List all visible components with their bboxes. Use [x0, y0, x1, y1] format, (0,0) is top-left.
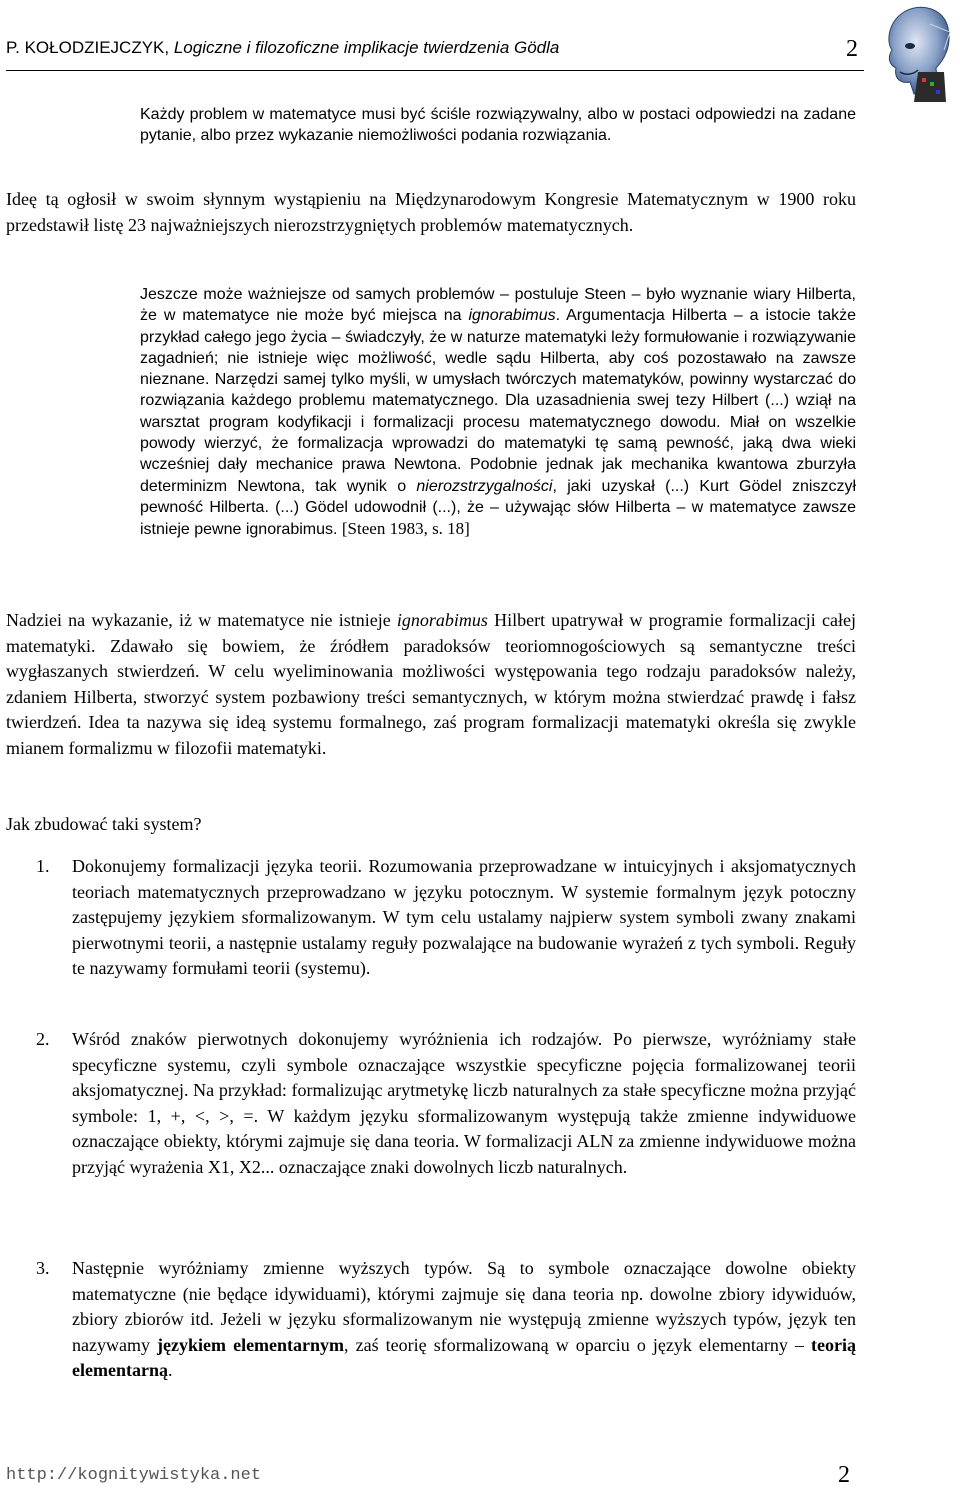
- list-item-text: Wśród znaków pierwotnych dokonujemy wyróżnienia ich rodzajów. Po pierwsze, wyróżniamy stałe specyficzne systemu, czyli symbole oznaczające wszystkie specyficzne pojęcia formalizowanej teorii aksjomatycznej. Na przykład: formalizując arytmetykę liczb naturalnych za stałe specyficzne można przyjąć symbole: 1, +, <, >, =. W każdym języku sformalizowanym występują także zmienne indywiduowe oznaczające obiekty, którymi zajmuje się dana teoria. W formalizacji ALN za zmienne indywiduowe można przyjąć wyrażenia X1, X2... oznaczające znaki dowolnych liczb naturalnych.: [72, 1029, 856, 1177]
- quote-steen-citation: [Steen 1983, s. 18]: [341, 519, 470, 539]
- quote-steen-term-ignorabimus: ignorabimus: [468, 307, 556, 325]
- paragraph-question: Jak zbudować taki system?: [6, 814, 202, 834]
- list-item-number: 1.: [36, 856, 50, 876]
- list-item-text-part2: , zaś teorię sformalizowaną w oparciu o język elementarny –: [344, 1334, 812, 1355]
- list-item-text-part1: Następnie wyróżniamy zmienne wyższych typów. Są to symbole oznaczające dowolne obiekty matematyczne (nie będące idywiduami), którymi zajmuje się dana teoria np. dowolne zbiory idywiduów, zbiory zbiorów itd. Jeżeli w języku sformalizowanym nie występują zmienne wyższych typów, język ten nazywamy: [72, 1258, 856, 1355]
- quote-steen: [140, 284, 856, 541]
- paragraph-hilbert-congress: Ideę tą ogłosił w swoim słynnym wystąpieniu na Międzynarodowym Kongresie Matematycznym w 1900 roku przedstawił listę 23 najważniejszych nierozstrzygniętych problemów matematycznych.: [6, 189, 856, 235]
- page-header: [6, 38, 864, 71]
- robot-head-logo: [874, 2, 958, 104]
- footer-page-number: 2: [838, 1462, 850, 1488]
- header-page-number: 2: [846, 36, 858, 62]
- paragraph-formalization-part1: Nadziei na wykazanie, iż w matematyce nie istnieje: [6, 610, 397, 630]
- list-item-text: [72, 1256, 856, 1384]
- footer-url-link[interactable]: http://kognitywistyka.net: [6, 1466, 262, 1485]
- header-author: P. KOŁODZIEJCZYK,: [6, 38, 174, 57]
- quote-steen-part3: , jaki uzyskał (...) Kurt Gödel zniszczył pewność Hilberta. (...) Gödel udowodnił (...), że – używając słów Hilberta – w matematyce zawsze istnieje pewne ignorabimus.: [140, 477, 857, 539]
- header-title: [6, 38, 559, 58]
- paragraph-formalization-term: ignorabimus: [396, 610, 488, 630]
- quote-steen-term-undecidability: nierozstrzygalności: [416, 477, 553, 495]
- list-item-text-part3: .: [167, 1360, 173, 1381]
- quote-hilbert-postulate: Każdy problem w matematyce musi być ściśle rozwiązywalny, albo w postaci odpowiedzi na zadane pytanie, albo przez wykazanie niemożliwości podania rozwiązania.: [140, 106, 856, 145]
- paragraph-formalization-part2: Hilbert upatrywał w programie formalizacji całej matematyki. Zdawało się bowiem, że źródłem paradoksów teoriomnogościowych są semantyczne treści wygłaszanych stwierdzeń. W celu wyeliminowania możliwości występowania tego rodzaju paradoksów należy, zdaniem Hilberta, stworzyć system pozbawiony treści semantycznych, w którym można stwierdzać prawdę i fałsz twierdzeń. Idea ta nazywa się ideą systemu formalnego, zaś program formalizacji matematyki określa się zwykle mianem formalizmu w filozofii matematyki.: [6, 610, 856, 758]
- list-item-text: Dokonujemy formalizacji języka teorii. Rozumowania przeprowadzane w intuicyjnych i aksjomatycznych teoriach matematycznych przeprowadzano w języku potocznym. W systemie formalnym język potoczny zastępujemy językiem sformalizowanym. W tym celu ustalamy najpierw system symboli zwany znakami pierwotnymi teorii, a następnie ustalamy reguły pozwalające na budowanie wyrażeń z tych symboli. Reguły te nazywamy formułami teorii (systemu).: [72, 856, 856, 979]
- header-article-title: Logiczne i filozoficzne implikacje twierdzenia Gödla: [173, 38, 560, 57]
- paragraph-formalization-program: [6, 608, 856, 762]
- quote-steen-part1: Jeszcze może ważniejsze od samych problemów – postuluje Steen – było wyznanie wiary Hilberta, że w matematyce nie może być miejsca na: [140, 286, 856, 325]
- quote-steen-part2: . Argumentacja Hilberta – a istocie także przykład całego jego życia – świadczyły, że w naturze matematyki leży formułowanie i rozwiązywanie zagadnień; nie istnieje więc możliwość, wedle sądu Hilberta, aby coś pozostawało na zawsze nieznane. Narzędzi samej tylko myśli, w umysłach twórczych matematyków, powinny wystarczać do rozwiązania każdego problemu matematycznego. Dla uzasadnienia swej tezy Hilbert (...) wziął na warsztat program kodyfikacji i formalizacji procesu matematycznego dowodu. Miał on wszelkie powody wierzyć, że formalizacja wprowadzi do matematyki tę samą pewność, jaką dwa wieki wcześniej dały mechanice prawa Newtona. Podobnie jednak jak mechanika kwantowa zburzyła determinizm Newtona, tak wynik o: [140, 307, 856, 495]
- term-elementary-theory: teorią elementarną: [72, 1334, 856, 1381]
- list-item-number: 2.: [36, 1029, 50, 1049]
- list-item-number: 3.: [36, 1258, 50, 1278]
- term-elementary-language: językiem elementarnym: [157, 1334, 345, 1355]
